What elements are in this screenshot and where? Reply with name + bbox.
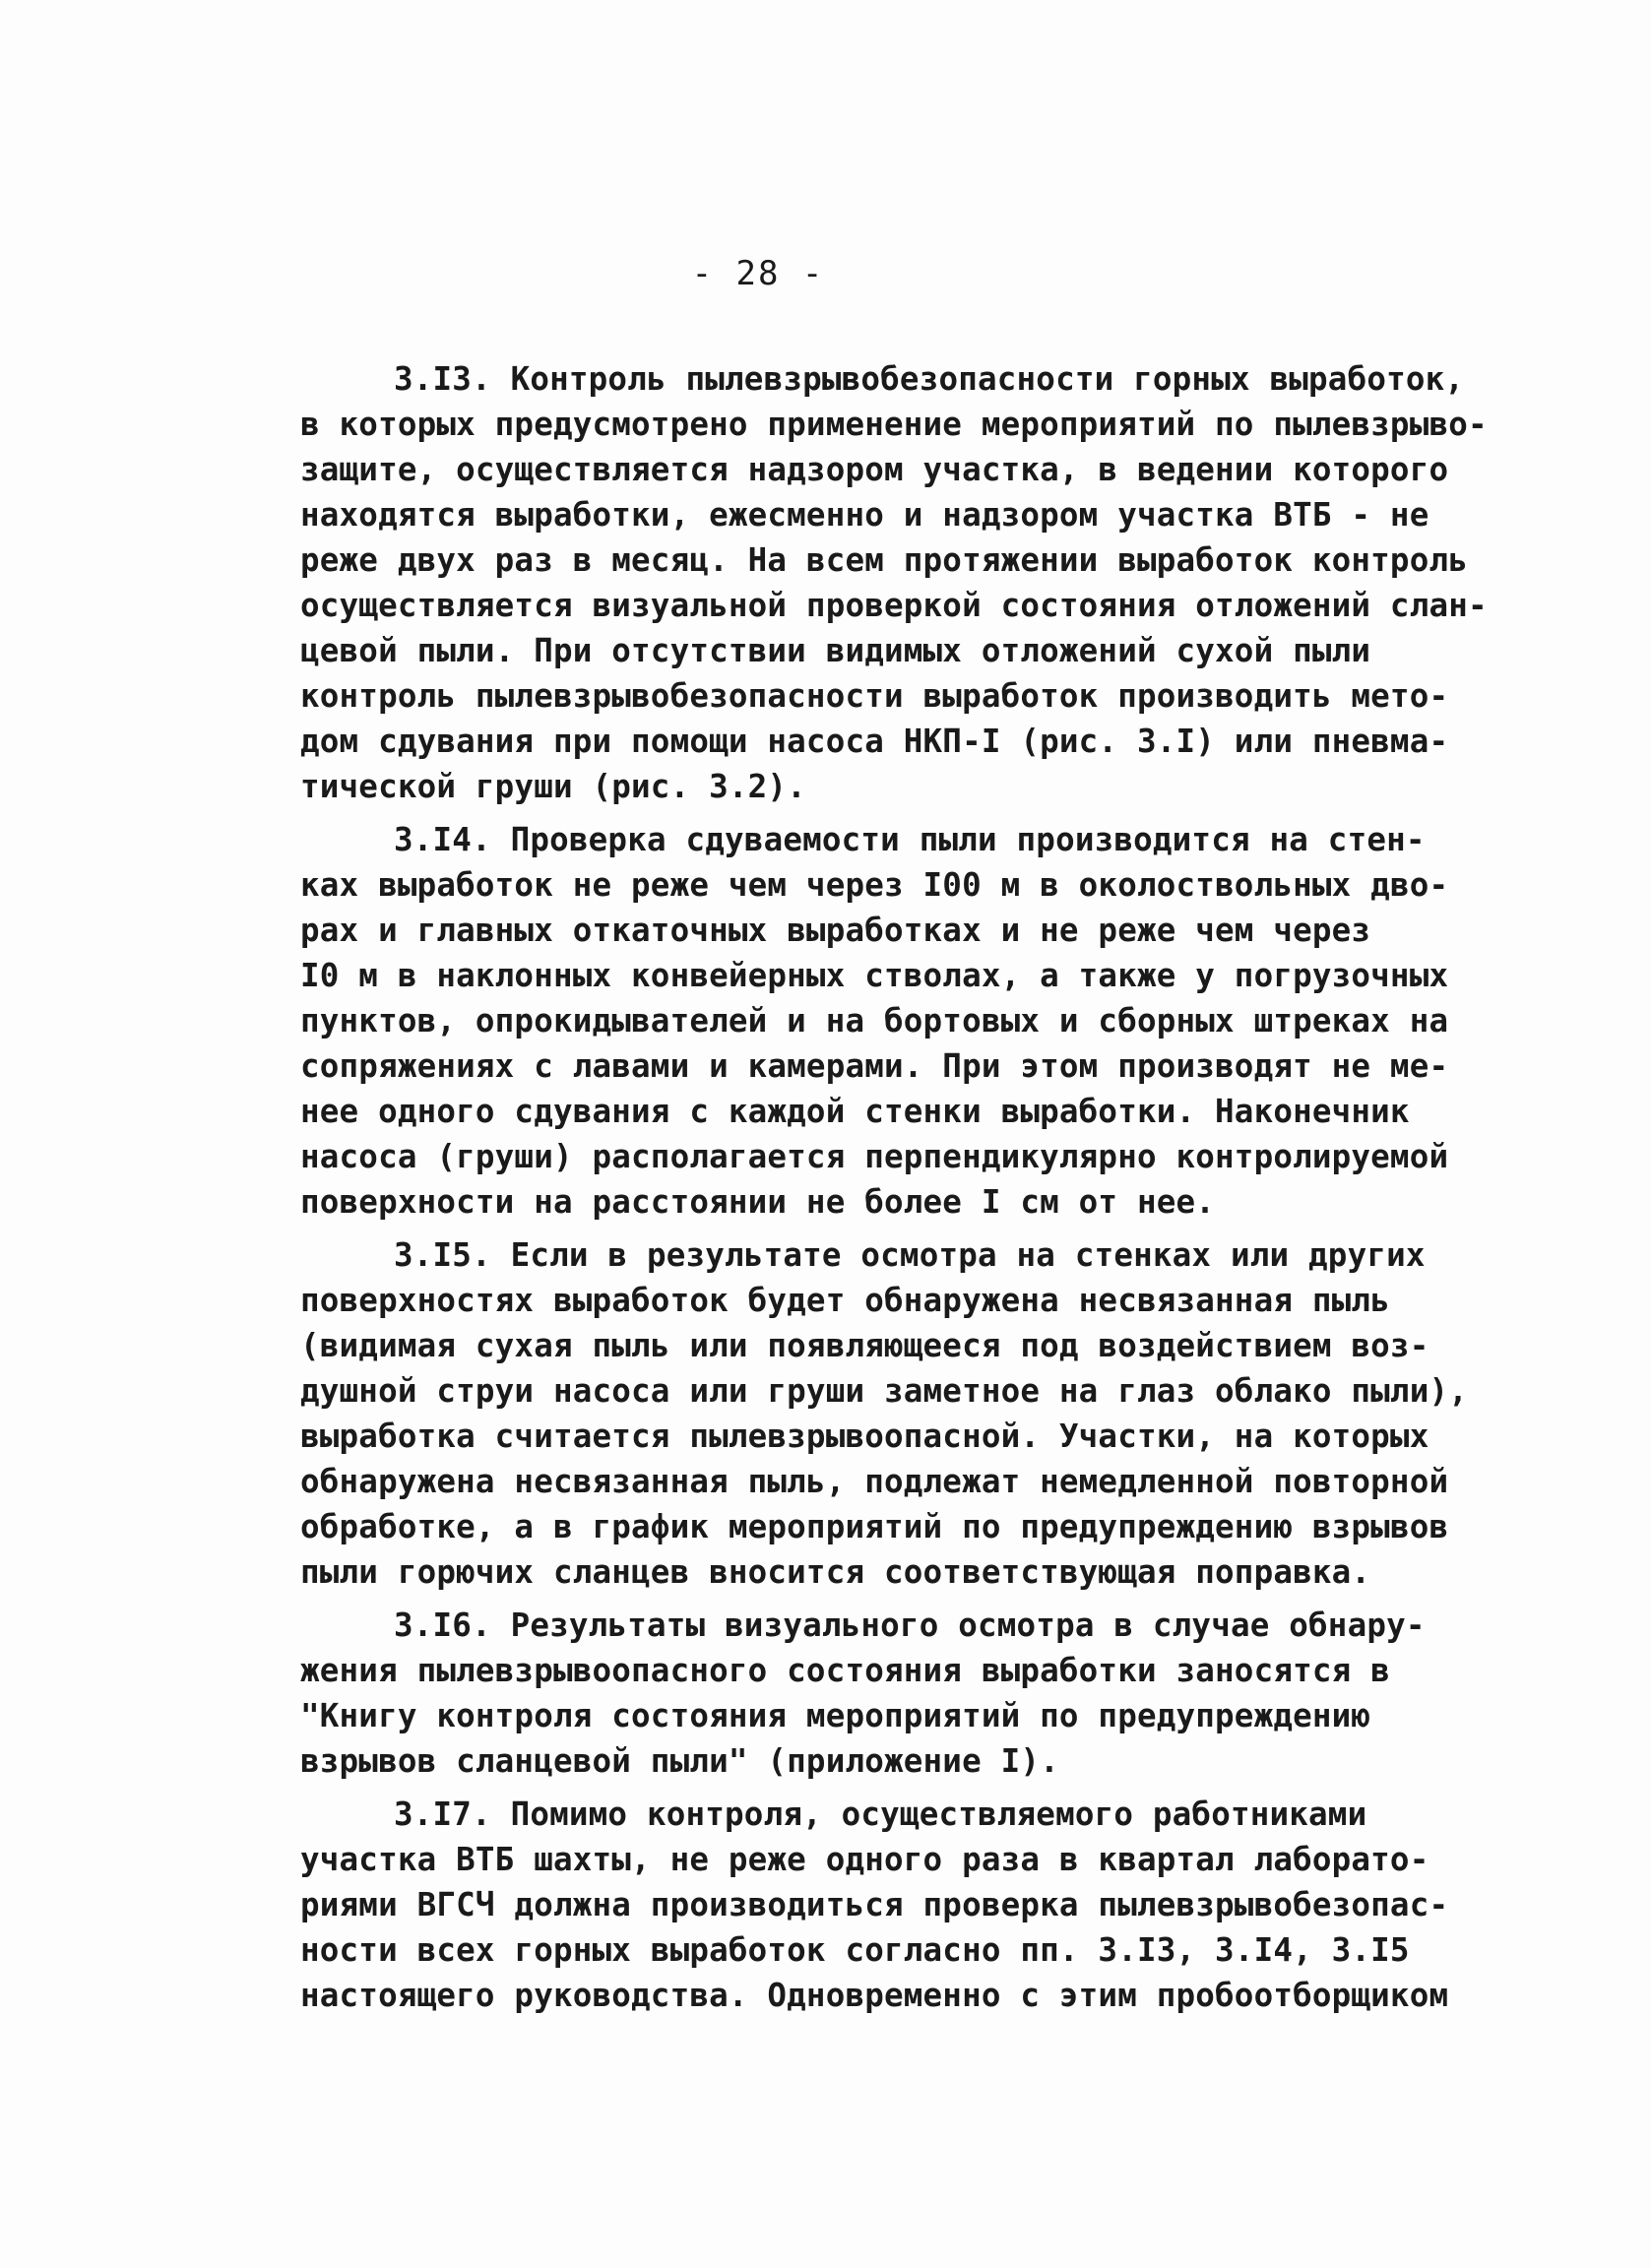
text-line: рах и главных откаточных выработках и не реже чем через — [300, 912, 1371, 949]
text-line: 3.I6. Результаты визуального осмотра в случае обнару- — [394, 1606, 1426, 1644]
text-line: защите, осуществляется надзором участка, в ведении которого — [300, 451, 1449, 488]
text-line: душной струи насоса или груши заметное на глаз облако пыли), — [300, 1372, 1468, 1410]
text-line: контроль пылевзрывобезопасности выработок производить мето- — [300, 677, 1449, 715]
text-line: поверхностях выработок будет обнаружена несвязанная пыль — [300, 1282, 1390, 1319]
text-line: обработке, а в график мероприятий по предупреждению взрывов — [300, 1508, 1449, 1545]
text-line: находятся выработки, ежесменно и надзором участка ВТБ - не — [300, 496, 1429, 534]
text-line: I0 м в наклонных конвейерных стволах, а также у погрузочных — [300, 957, 1449, 994]
text-line: тической груши (рис. 3.2). — [300, 768, 806, 805]
text-line: обнаружена несвязанная пыль, подлежат немедленной повторной — [300, 1463, 1449, 1500]
text-line: 3.I5. Если в результате осмотра на стенках или других — [394, 1236, 1426, 1274]
text-line: реже двух раз в месяц. На всем протяжении выработок контроль — [300, 541, 1468, 579]
text-line: риями ВГСЧ должна производиться проверка пылевзрывобезопас- — [300, 1886, 1449, 1923]
text-line: настоящего руководства. Одновременно с этим пробоотборщиком — [300, 1977, 1449, 2014]
text-line: насоса (груши) располагается перпендикулярно контролируемой — [300, 1138, 1449, 1175]
text-line: поверхности на расстоянии не более I см от нее. — [300, 1183, 1216, 1221]
text-line: в которых предусмотрено применение мероприятий по пылевзрыво- — [300, 406, 1488, 443]
text-line: нее одного сдувания с каждой стенки выработки. Наконечник — [300, 1093, 1410, 1130]
text-line: "Книгу контроля состояния мероприятий по предупреждению — [300, 1697, 1371, 1734]
text-line: 3.I3. Контроль пылевзрывобезопасности горных выработок, — [394, 360, 1465, 398]
text-line: пунктов, опрокидывателей и на бортовых и сборных штреках на — [300, 1002, 1449, 1040]
text-line: цевой пыли. При отсутствии видимых отложений сухой пыли — [300, 632, 1371, 669]
text-line: выработка считается пылевзрывоопасной. Участки, на которых — [300, 1418, 1429, 1455]
text-line: (видимая сухая пыль или появляющееся под воздействием воз- — [300, 1327, 1429, 1364]
text-line: осуществляется визуальной проверкой состояния отложений слан- — [300, 587, 1488, 624]
text-line: взрывов сланцевой пыли" (приложение I). — [300, 1742, 1059, 1780]
text-line: 3.I4. Проверка сдуваемости пыли производится на стен- — [394, 821, 1426, 858]
text-line: 3.I7. Помимо контроля, осуществляемого работниками — [394, 1796, 1367, 1833]
page-number: - 28 - — [691, 254, 825, 293]
text-line: пыли горючих сланцев вносится соответствующая поправка. — [300, 1553, 1371, 1591]
text-line: ках выработок не реже чем через I00 м в околоствольных дво- — [300, 866, 1449, 904]
text-line: жения пылевзрывоопасного состояния выработки заносятся в — [300, 1652, 1390, 1689]
text-line: сопряжениях с лавами и камерами. При этом производят не ме- — [300, 1047, 1449, 1085]
text-line: участка ВТБ шахты, не реже одного раза в квартал лаборато- — [300, 1841, 1429, 1878]
text-line: ности всех горных выработок согласно пп. 3.I3, 3.I4, 3.I5 — [300, 1931, 1410, 1969]
text-line: дом сдувания при помощи насоса НКП-I (рис. 3.I) или пневма- — [300, 723, 1449, 760]
